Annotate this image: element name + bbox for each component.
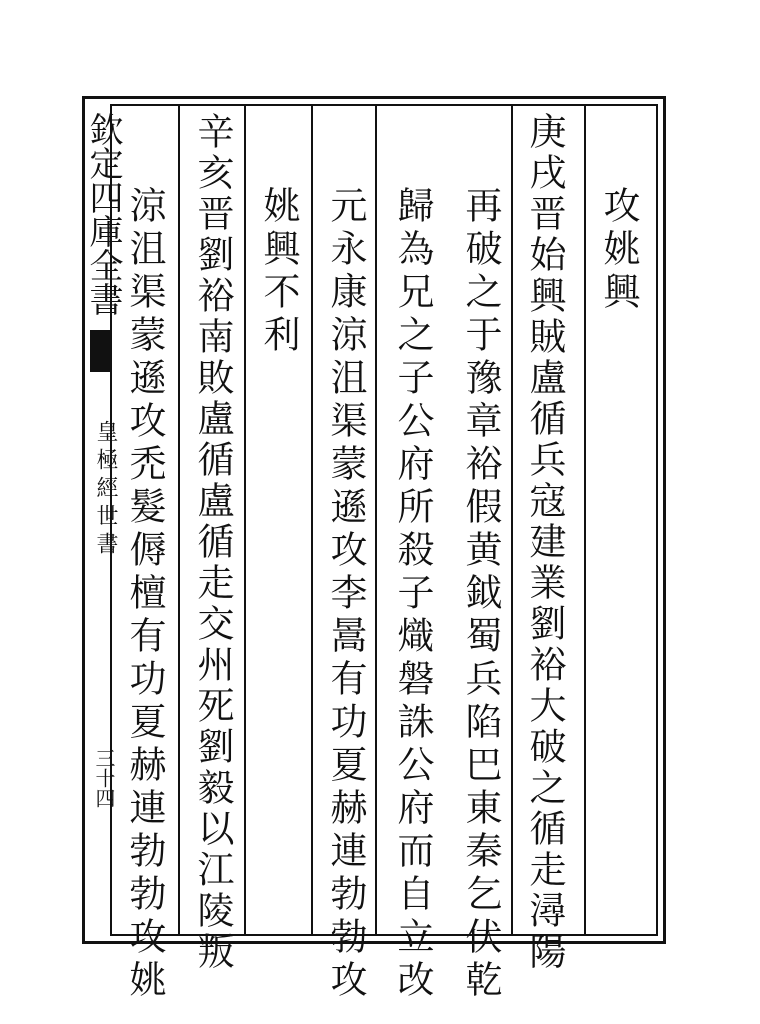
side-title: 欽定四庫全書: [83, 112, 123, 316]
page-number: 三十四: [92, 748, 116, 808]
text-column-6: 姚興不利: [257, 186, 300, 358]
text-column-4: 歸為兄之子公府所殺子熾磐誅公府而自立改: [391, 186, 434, 1003]
text-column-7: 辛亥晋劉裕南敗盧循盧循走交州死劉毅以江陵叛: [191, 112, 234, 973]
text-column-5: 元永康涼沮渠蒙遜攻李暠有功夏赫連勃勃攻: [324, 186, 367, 1003]
column-rule-2: [511, 104, 513, 936]
text-column-1: 攻姚興: [597, 186, 640, 315]
side-book-title: 皇極經世書: [93, 420, 118, 560]
text-column-2: 庚戌晋始興賊盧循兵寇建業劉裕大破之循走潯陽: [523, 112, 566, 973]
column-rule-1: [584, 104, 586, 936]
column-rule-3: [375, 104, 377, 936]
column-rule-6: [178, 104, 180, 936]
column-rule-5: [244, 104, 246, 936]
column-rule-4: [311, 104, 313, 936]
fish-tail-mark: [90, 330, 110, 372]
text-column-3: 再破之于豫章裕假黄鉞蜀兵陷巴東秦乞伏乾: [459, 186, 502, 1003]
text-column-8: 涼沮渠蒙遜攻禿髮傉檀有功夏赫連勃勃攻姚: [123, 186, 166, 1003]
